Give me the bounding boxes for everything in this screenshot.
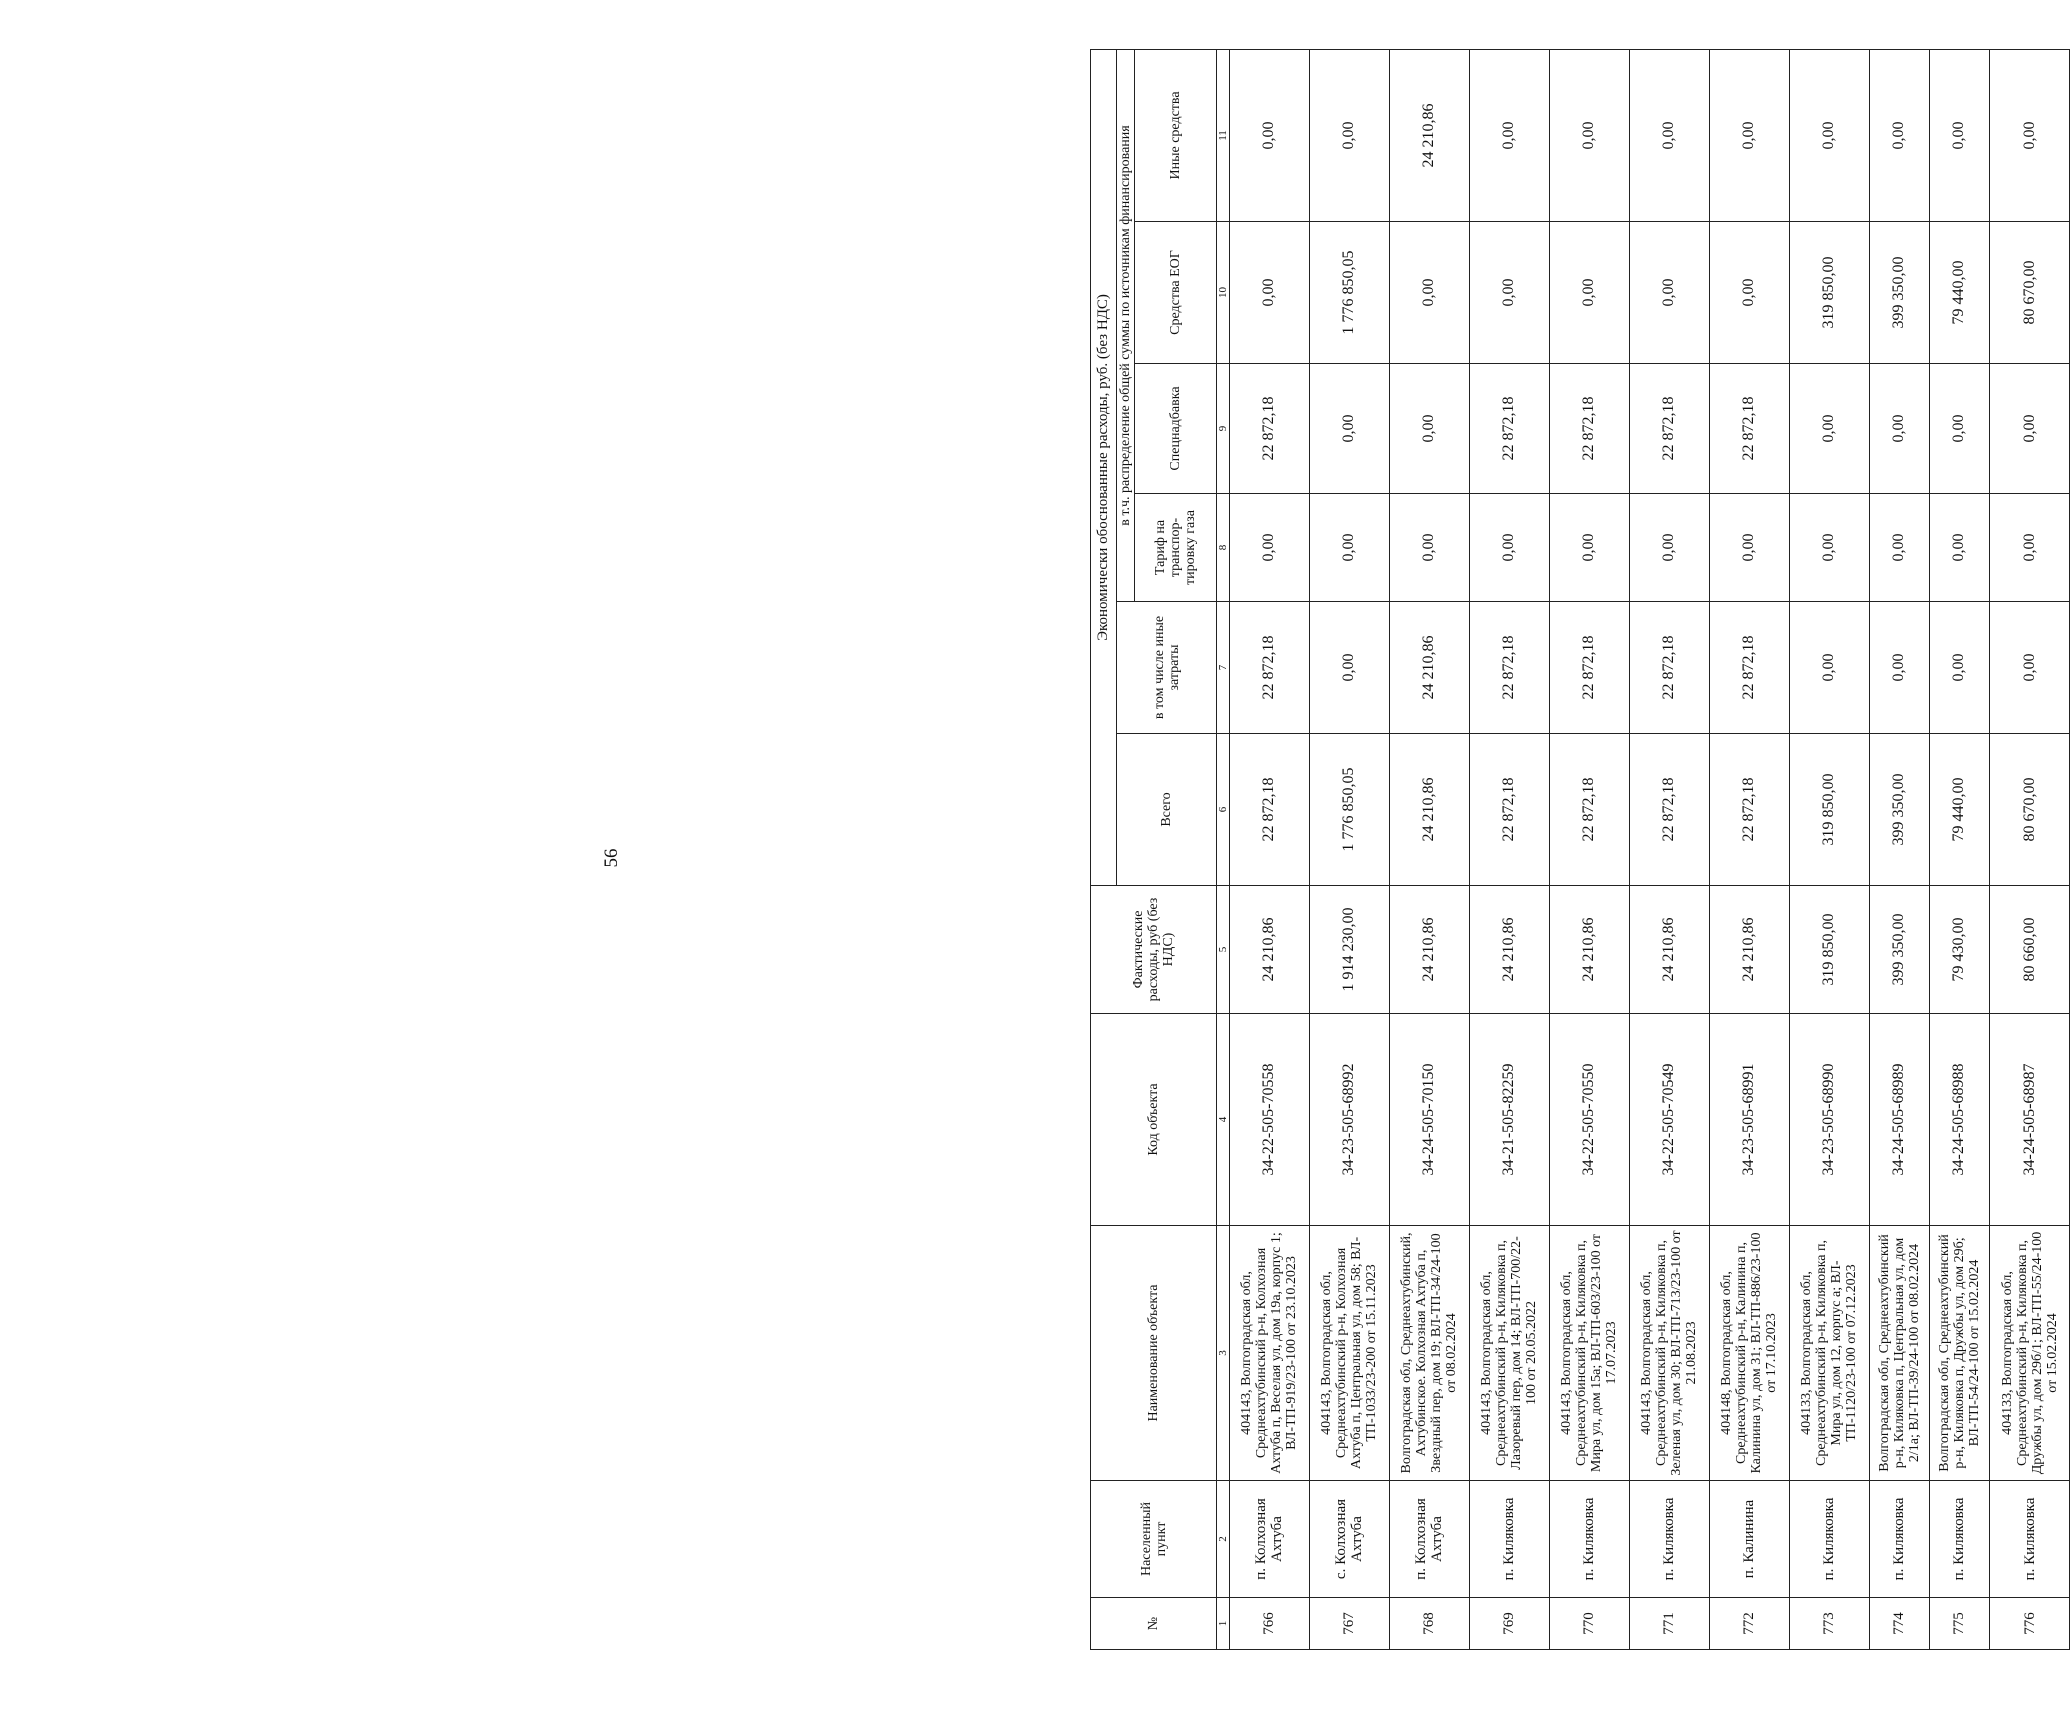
- row-actual-costs: 79 430,00: [1929, 886, 1989, 1014]
- header-actual-costs: Фактические расходы, руб (без НДС): [1091, 886, 1217, 1014]
- row-settlement: п. Колхозная Ахтуба: [1389, 1481, 1469, 1598]
- row-eog-funds: 0,00: [1549, 222, 1629, 364]
- row-settlement: п. Киляковка: [1990, 1481, 2070, 1598]
- row-other-funds: 0,00: [1309, 49, 1389, 221]
- row-object-code: 34-24-505-68988: [1929, 1014, 1989, 1226]
- row-total: 80 670,00: [1990, 734, 2070, 886]
- row-no: 776: [1990, 1598, 2070, 1650]
- header-eog-funds: Средства ЕОГ: [1135, 222, 1217, 364]
- row-object-name: 404143, Волгоградская обл, Среднеахтубинский р-н, Киляковка п, Зеленая ул, дом 30; ВЛ-ТП-713/23-100 от 21.08.2023: [1629, 1226, 1709, 1481]
- row-special-surcharge: 0,00: [1389, 364, 1469, 494]
- row-object-name: 404143, Волгоградская обл, Среднеахтубинский р-н, Киляковка п, Мира ул, дом 15а; ВЛ-ТП-603/23-100 от 17.07.2023: [1549, 1226, 1629, 1481]
- row-tariff: 0,00: [1230, 494, 1310, 602]
- costs-table: [1090, 49, 2070, 1650]
- table-row: [1469, 49, 1549, 1649]
- row-tariff: 0,00: [1929, 494, 1989, 602]
- row-object-name: 404148, Волгоградская обл, Среднеахтубинский р-н, Калинина п, Калинина ул, дом 31; ВЛ-ТП-886/23-100 от 17.10.2023: [1709, 1226, 1789, 1481]
- table-row: [1629, 49, 1709, 1649]
- header-economic-costs: Экономически обоснованные расходы, руб. (без НДС): [1091, 49, 1117, 885]
- row-eog-funds: 0,00: [1469, 222, 1549, 364]
- row-eog-funds: 399 350,00: [1869, 222, 1929, 364]
- row-no: 771: [1629, 1598, 1709, 1650]
- row-object-name: 404133, Волгоградская обл, Среднеахтубинский р-н, Киляковка п, Дружбы ул, дом 29б/1; ВЛ-ТП-55/24-100 от 15.02.2024: [1990, 1226, 2070, 1481]
- row-total: 22 872,18: [1709, 734, 1789, 886]
- row-other-costs: 22 872,18: [1709, 602, 1789, 734]
- row-actual-costs: 24 210,86: [1549, 886, 1629, 1014]
- row-other-costs: 22 872,18: [1629, 602, 1709, 734]
- row-actual-costs: 80 660,00: [1990, 886, 2070, 1014]
- row-other-funds: 0,00: [1230, 49, 1310, 221]
- row-eog-funds: 79 440,00: [1929, 222, 1989, 364]
- column-number: 1: [1217, 1598, 1230, 1650]
- row-actual-costs: 24 210,86: [1389, 886, 1469, 1014]
- row-object-code: 34-23-505-68990: [1789, 1014, 1869, 1226]
- row-settlement: п. Киляковка: [1869, 1481, 1929, 1598]
- row-other-costs: 24 210,86: [1389, 602, 1469, 734]
- header-distribution: в т.ч. распределение общей суммы по источникам финансирования: [1117, 49, 1135, 601]
- row-eog-funds: 80 670,00: [1990, 222, 2070, 364]
- row-tariff: 0,00: [1549, 494, 1629, 602]
- row-total: 1 776 850,05: [1309, 734, 1389, 886]
- row-no: 772: [1709, 1598, 1789, 1650]
- row-actual-costs: 319 850,00: [1789, 886, 1869, 1014]
- row-no: 768: [1389, 1598, 1469, 1650]
- row-other-costs: 22 872,18: [1469, 602, 1549, 734]
- row-tariff: 0,00: [1309, 494, 1389, 602]
- row-object-name: 404143, Волгоградская обл, Среднеахтубинский р-н, Колхозная Ахтуба п, Веселая ул, дом 19а, корпус 1; ВЛ-ТП-919/23-100 от 23.10.2023: [1230, 1226, 1310, 1481]
- column-number: 9: [1217, 364, 1230, 494]
- row-settlement: п. Колхозная Ахтуба: [1230, 1481, 1310, 1598]
- row-tariff: 0,00: [1709, 494, 1789, 602]
- header-total: Всего: [1117, 734, 1217, 886]
- row-settlement: п. Киляковка: [1929, 1481, 1989, 1598]
- row-eog-funds: 0,00: [1709, 222, 1789, 364]
- header-special-surcharge: Спецнадбавка: [1135, 364, 1217, 494]
- column-number: 7: [1217, 602, 1230, 734]
- row-no: 767: [1309, 1598, 1389, 1650]
- row-total: 22 872,18: [1629, 734, 1709, 886]
- row-total: 22 872,18: [1469, 734, 1549, 886]
- header-object-name: Наименование объекта: [1091, 1226, 1217, 1481]
- column-number: 11: [1217, 49, 1230, 221]
- column-number: 3: [1217, 1226, 1230, 1481]
- row-special-surcharge: 22 872,18: [1549, 364, 1629, 494]
- row-total: 399 350,00: [1869, 734, 1929, 886]
- row-total: 22 872,18: [1230, 734, 1310, 886]
- row-eog-funds: 0,00: [1629, 222, 1709, 364]
- row-no: 773: [1789, 1598, 1869, 1650]
- row-special-surcharge: 0,00: [1869, 364, 1929, 494]
- row-special-surcharge: 22 872,18: [1230, 364, 1310, 494]
- row-total: 79 440,00: [1929, 734, 1989, 886]
- row-other-funds: 24 210,86: [1389, 49, 1469, 221]
- row-actual-costs: 24 210,86: [1709, 886, 1789, 1014]
- column-number: 2: [1217, 1481, 1230, 1598]
- row-tariff: 0,00: [1789, 494, 1869, 602]
- column-number: 5: [1217, 886, 1230, 1014]
- row-other-funds: 0,00: [1869, 49, 1929, 221]
- row-special-surcharge: 0,00: [1309, 364, 1389, 494]
- row-object-code: 34-23-505-68991: [1709, 1014, 1789, 1226]
- row-other-funds: 0,00: [1709, 49, 1789, 221]
- row-eog-funds: 1 776 850,05: [1309, 222, 1389, 364]
- row-other-costs: 22 872,18: [1230, 602, 1310, 734]
- row-special-surcharge: 22 872,18: [1469, 364, 1549, 494]
- row-eog-funds: 0,00: [1230, 222, 1310, 364]
- column-number: 8: [1217, 494, 1230, 602]
- row-settlement: п. Киляковка: [1629, 1481, 1709, 1598]
- header-object-code: Код объекта: [1091, 1014, 1217, 1226]
- table-row: [1230, 49, 1310, 1649]
- row-special-surcharge: 0,00: [1789, 364, 1869, 494]
- row-settlement: п. Киляковка: [1789, 1481, 1869, 1598]
- row-tariff: 0,00: [1990, 494, 2070, 602]
- header-settlement: Населенный пункт: [1091, 1481, 1217, 1598]
- table-row: [1309, 49, 1389, 1649]
- column-number: 10: [1217, 222, 1230, 364]
- row-no: 766: [1230, 1598, 1310, 1650]
- row-other-costs: 0,00: [1869, 602, 1929, 734]
- row-object-name: Волгоградская обл, Среднеахтубинский, Ахтубинское. Колхозная Ахтуба п, Звездный пер, дом 19; ВЛ-ТП-34/24-100 от 08.02.2024: [1389, 1226, 1469, 1481]
- row-other-costs: 0,00: [1309, 602, 1389, 734]
- row-object-code: 34-22-505-70550: [1549, 1014, 1629, 1226]
- row-other-funds: 0,00: [1629, 49, 1709, 221]
- row-object-code: 34-22-505-70549: [1629, 1014, 1709, 1226]
- row-eog-funds: 0,00: [1389, 222, 1469, 364]
- row-object-name: 404133, Волгоградская обл, Среднеахтубинский р-н, Киляковка п, Мира ул, дом 12, корпус а; ВЛ-ТП-1120/23-100 от 07.12.2023: [1789, 1226, 1869, 1481]
- table-row: [1389, 49, 1469, 1649]
- row-other-costs: 0,00: [1990, 602, 2070, 734]
- row-tariff: 0,00: [1629, 494, 1709, 602]
- row-special-surcharge: 22 872,18: [1709, 364, 1789, 494]
- table-row: [1929, 49, 1989, 1649]
- row-object-name: Волгоградская обл, Среднеахтубинский р-н, Киляковка п, Центральная ул, дом 2/1а; ВЛ-ТП-39/24-100 от 08.02.2024: [1869, 1226, 1929, 1481]
- column-number: 4: [1217, 1014, 1230, 1226]
- row-object-code: 34-24-505-70150: [1389, 1014, 1469, 1226]
- row-object-name: Волгоградская обл, Среднеахтубинский р-н, Киляковка п, Дружбы ул, дом 29б; ВЛ-ТП-54/24-100 от 15.02.2024: [1929, 1226, 1989, 1481]
- row-object-code: 34-21-505-82259: [1469, 1014, 1549, 1226]
- column-number-row: [1217, 49, 1230, 1649]
- row-total: 319 850,00: [1789, 734, 1869, 886]
- row-other-costs: 0,00: [1789, 602, 1869, 734]
- row-settlement: п. Киляковка: [1469, 1481, 1549, 1598]
- row-tariff: 0,00: [1469, 494, 1549, 602]
- row-object-code: 34-24-505-68989: [1869, 1014, 1929, 1226]
- header-other-funds: Иные средства: [1135, 49, 1217, 221]
- row-other-funds: 0,00: [1789, 49, 1869, 221]
- row-settlement: с. Колхозная Ахтуба: [1309, 1481, 1389, 1598]
- row-special-surcharge: 0,00: [1990, 364, 2070, 494]
- row-special-surcharge: 0,00: [1929, 364, 1989, 494]
- rotated-table-container: [1090, 50, 2070, 1650]
- row-no: 775: [1929, 1598, 1989, 1650]
- row-special-surcharge: 22 872,18: [1629, 364, 1709, 494]
- row-actual-costs: 24 210,86: [1469, 886, 1549, 1014]
- row-object-code: 34-23-505-68992: [1309, 1014, 1389, 1226]
- header-no: №: [1091, 1598, 1217, 1650]
- row-other-costs: 22 872,18: [1549, 602, 1629, 734]
- header-other-costs: в том числе иные затраты: [1117, 602, 1217, 734]
- row-object-name: 404143, Волгоградская обл, Среднеахтубинский р-н, Колхозная Ахтуба п, Центральная ул, дом 58; ВЛ-ТП-1033/23-200 от 15.11.2023: [1309, 1226, 1389, 1481]
- table-row: [1990, 49, 2070, 1649]
- column-number: 6: [1217, 734, 1230, 886]
- row-actual-costs: 1 914 230,00: [1309, 886, 1389, 1014]
- row-total: 22 872,18: [1549, 734, 1629, 886]
- row-actual-costs: 24 210,86: [1629, 886, 1709, 1014]
- table-row: [1709, 49, 1789, 1649]
- row-other-funds: 0,00: [1549, 49, 1629, 221]
- row-object-code: 34-22-505-70558: [1230, 1014, 1310, 1226]
- row-other-costs: 0,00: [1929, 602, 1989, 734]
- table-row: [1549, 49, 1629, 1649]
- row-tariff: 0,00: [1389, 494, 1469, 602]
- row-eog-funds: 319 850,00: [1789, 222, 1869, 364]
- table-row: [1789, 49, 1869, 1649]
- row-settlement: п. Калинина: [1709, 1481, 1789, 1598]
- row-tariff: 0,00: [1869, 494, 1929, 602]
- row-no: 774: [1869, 1598, 1929, 1650]
- row-other-funds: 0,00: [1990, 49, 2070, 221]
- row-actual-costs: 399 350,00: [1869, 886, 1929, 1014]
- row-actual-costs: 24 210,86: [1230, 886, 1310, 1014]
- row-object-name: 404143, Волгоградская обл, Среднеахтубинский р-н, Киляковка п, Лазоревый пер, дом 14; ВЛ-ТП-700/22-100 от 20.05.2022: [1469, 1226, 1549, 1481]
- row-other-funds: 0,00: [1469, 49, 1549, 221]
- table-row: [1869, 49, 1929, 1649]
- header-tariff: Тариф на транспор-тировку газа: [1135, 494, 1217, 602]
- row-object-code: 34-24-505-68987: [1990, 1014, 2070, 1226]
- row-total: 24 210,86: [1389, 734, 1469, 886]
- page-number: 56: [601, 848, 622, 868]
- row-no: 769: [1469, 1598, 1549, 1650]
- row-other-funds: 0,00: [1929, 49, 1989, 221]
- row-no: 770: [1549, 1598, 1629, 1650]
- row-settlement: п. Киляковка: [1549, 1481, 1629, 1598]
